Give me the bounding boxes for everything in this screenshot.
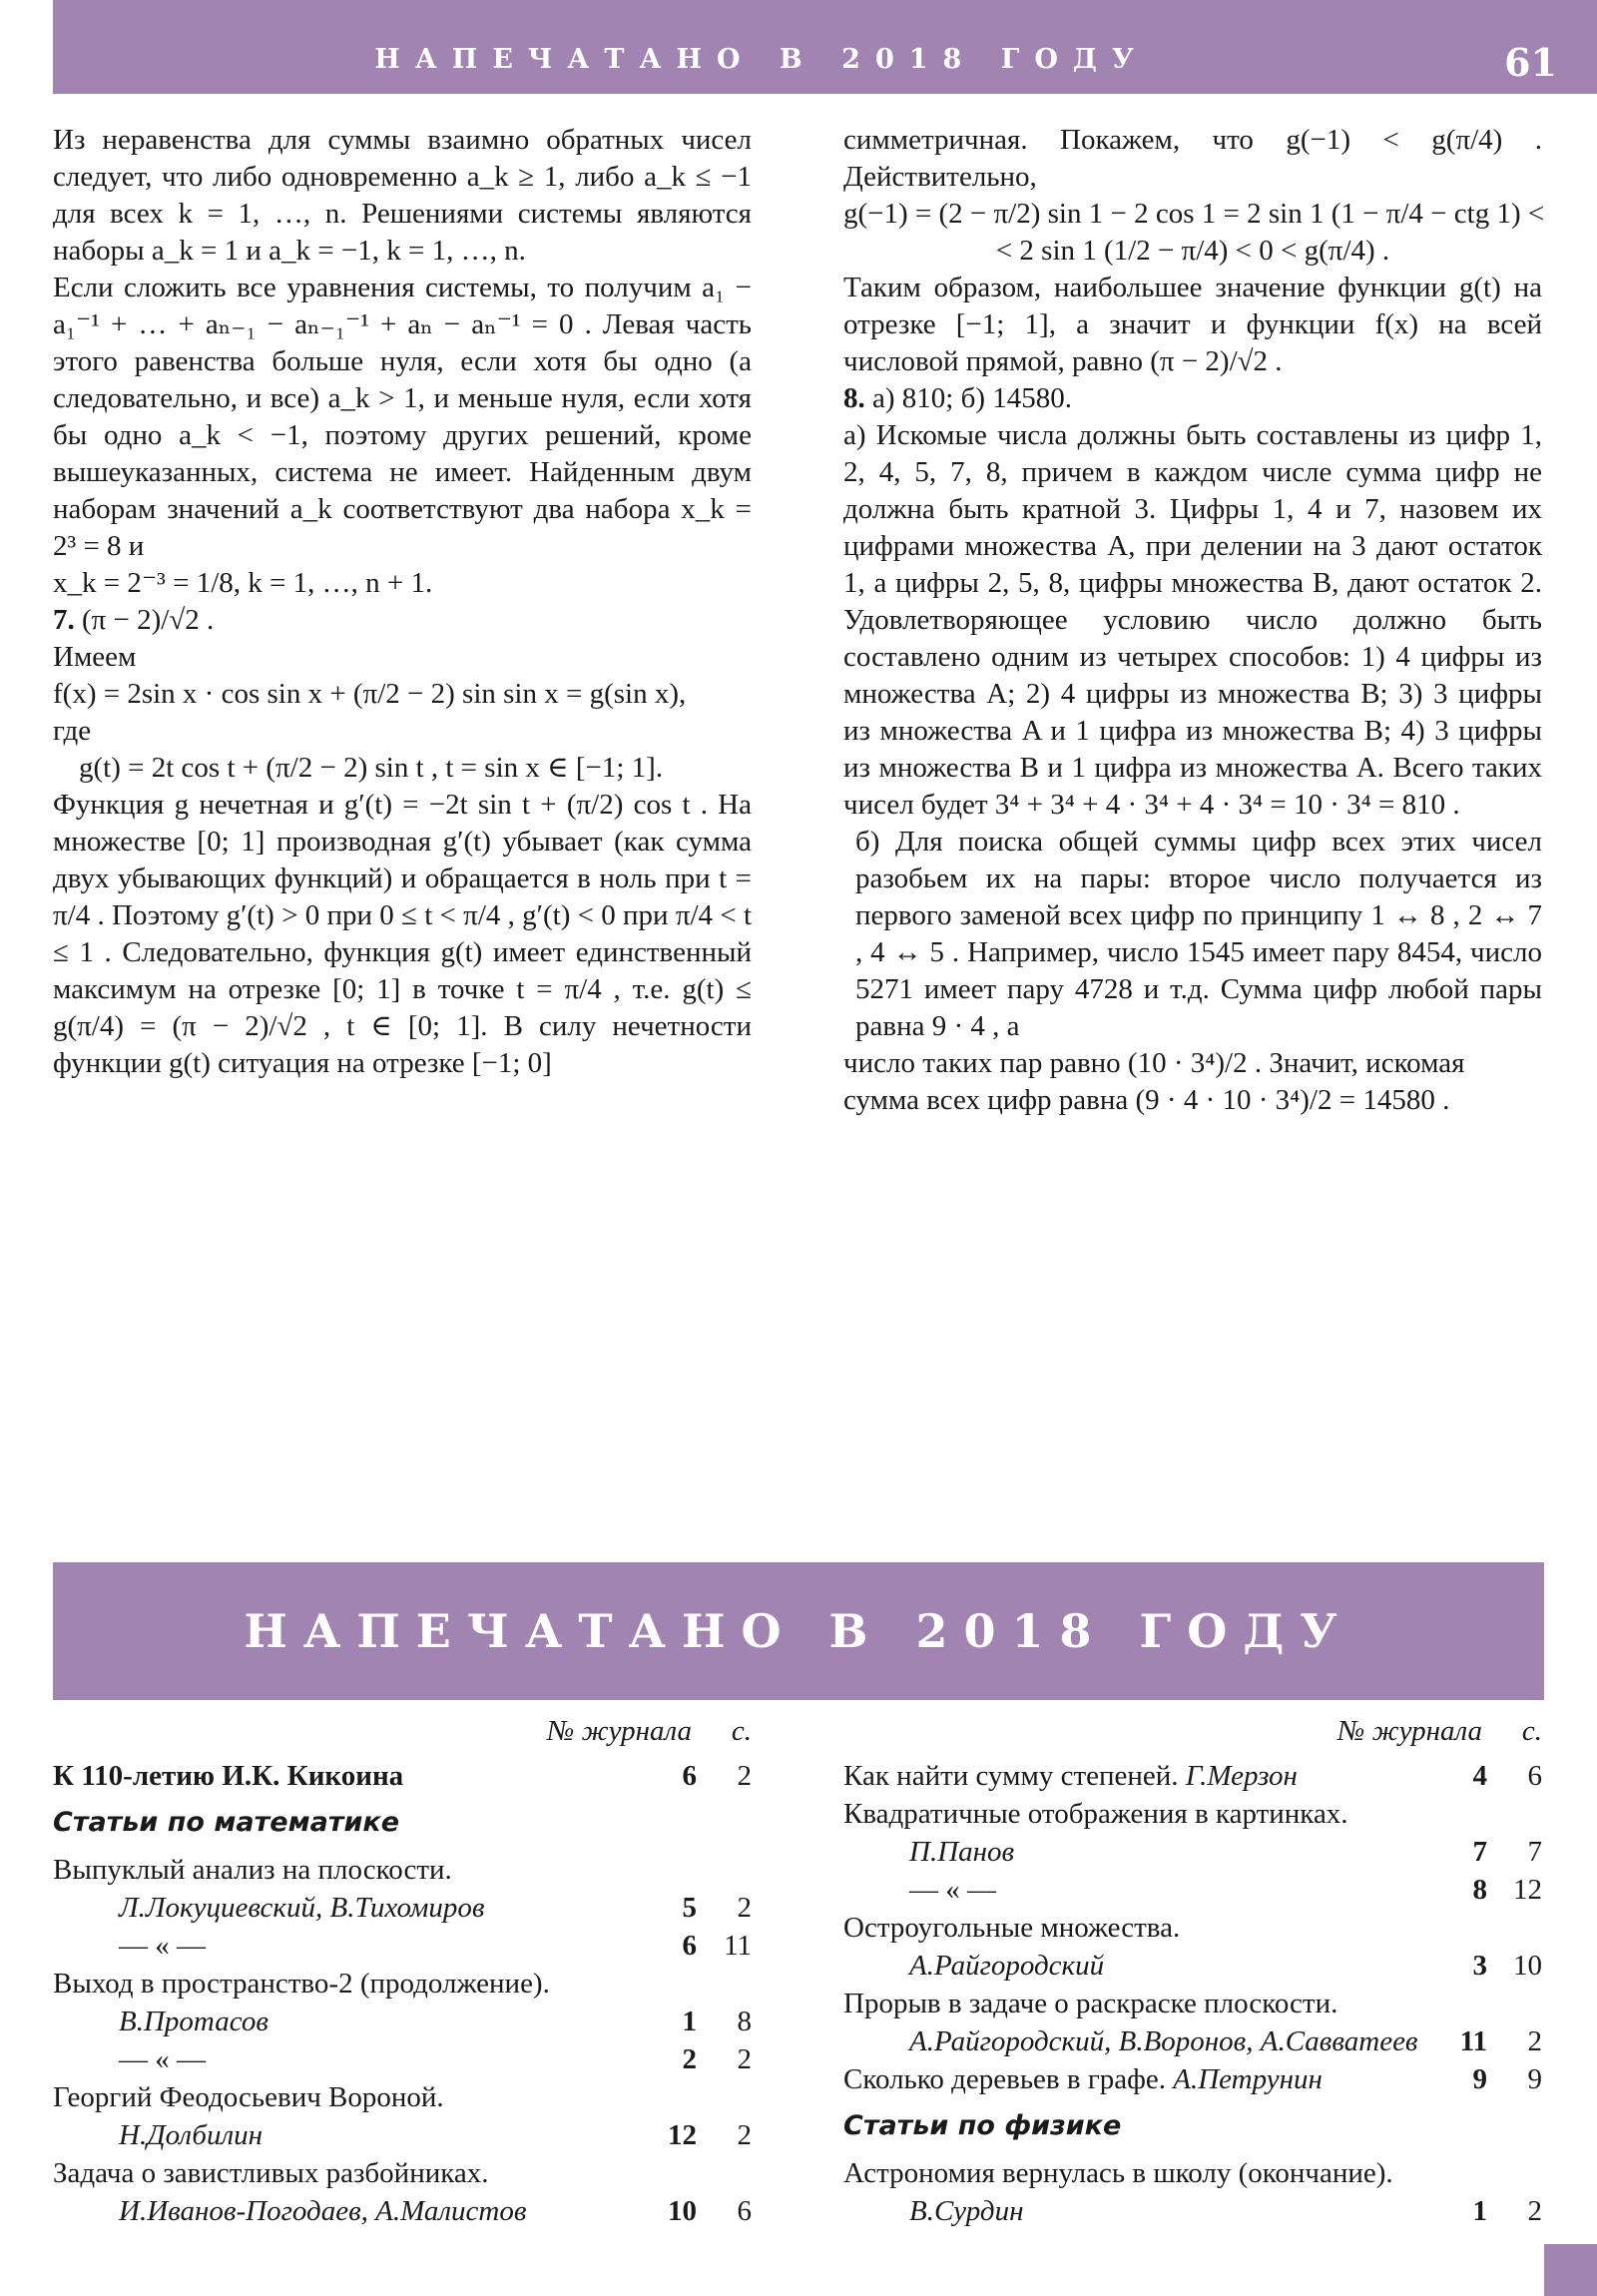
index-entry [843,1757,1298,1795]
paragraph: Имеем [53,641,137,673]
index-row [843,1985,1542,2022]
solutions-left-column [53,122,752,1082]
index-row [53,1851,752,1889]
answer-7 [53,602,752,639]
page-ref: 2 [737,1760,752,1792]
index-entry-title: А.Райгородский, В.Воронов, А.Савватеев [909,2025,1418,2057]
index-entry-title: — « — [119,1930,206,1962]
index-entry-title: В.Протасов [119,2006,268,2037]
index-entry [843,2060,1323,2098]
index-row [53,2040,752,2078]
index-row [53,1927,752,1965]
index-row [843,1757,1542,1795]
index-row [53,2003,752,2040]
page-ref: 8 [737,2006,752,2037]
formula: g(t) = 2t cos t + (π/2 − 2) sin t , t = sin x ∈ [−1; 1]. [79,752,664,784]
index-row [843,2192,1542,2230]
index-row [843,1909,1542,1947]
index-row [843,2060,1542,2098]
index-entry-title: — « — [909,1874,996,1906]
index-left-column [53,1715,752,2230]
page-ref: 2 [737,1892,752,1924]
answer-number: 7. [53,604,75,636]
answer-value: а) 810; б) 14580. [872,382,1072,414]
page-ref: 7 [1527,1836,1542,1868]
answer-value: (π − 2)/√2 . [82,604,215,636]
paragraph: где [53,715,92,747]
index-right-column [843,1715,1542,2230]
section-heading: Статьи по физике [843,2110,1122,2141]
index-row [843,1947,1542,1985]
index-row [53,1965,752,2003]
index-entry-title: Л.Локуциевский, В.Тихомиров [119,1892,485,1924]
column-header-page: с. [1521,1715,1542,1747]
index-entry-title: К 110-летию И.К. Кикоина [53,1760,404,1792]
index-entry-author: Г.Мерзон [1185,1760,1298,1792]
section-banner-title: НАПЕЧАТАНО В 2018 ГОДУ [244,1604,1353,1658]
index-list [843,1757,1542,2230]
issue-number: 6 [682,1760,697,1792]
page-ref: 2 [737,2043,752,2075]
index-entry-title: В.Сурдин [909,2195,1024,2227]
issue-number: 3 [1472,1950,1487,1982]
index-row [843,1833,1542,1871]
page-ref: 11 [724,1930,752,1962]
index-header [843,1715,1542,1757]
index-entry-title: Задача о завистливых разбойниках. [53,2157,489,2189]
corner-tab [1544,2244,1597,2296]
page-ref: 12 [1513,1874,1542,1906]
index-entry-author: А.Петрунин [1173,2063,1323,2095]
page-ref: 2 [737,2119,752,2151]
issue-number: 1 [682,2006,697,2037]
paragraph: б) Для поиска общей суммы цифр всех этих чисел разобьем их на пары: второе число получается из первого заменой всех цифр по принципу 1 ↔ 8 , 2 ↔ 7 , 4 ↔ 5 . Например, число 1545 имеет пару 8454, число 5271 имеет пару 4728 и т.д. Сумма цифр любой пары равна 9 · 4 , а [855,826,1542,1042]
index-entry-title: Астрономия вернулась в школу (окончание). [843,2157,1393,2189]
column-header-page: с. [731,1715,752,1747]
index-row [53,1889,752,1927]
index-row [843,2022,1542,2060]
index-entry-title: А.Райгородский [909,1950,1105,1982]
index-row [843,2154,1542,2192]
index-entry-title: Остроугольные множества. [843,1912,1181,1944]
index-header [53,1715,752,1757]
index-entry-title: — « — [119,2043,206,2075]
page-ref: 6 [737,2195,752,2227]
solutions-right-column [843,122,1545,1119]
page-ref: 6 [1527,1760,1542,1792]
issue-number: 6 [682,1930,697,1962]
index-entry-title: Прорыв в задаче о раскраске плоскости. [843,1988,1338,2019]
paragraph: а) Искомые числа должны быть составлены из цифр 1, 2, 4, 5, 7, 8, причем в каждом числе сумма цифр не должна быть кратной 3. Цифры 1, 4 и 7, назовем их цифрами множества A, при делении на 3 дают остаток 1, а цифры 2, 5, 8, цифры множества B, дают остаток 2. Удовлетворяющее условию число должно быть составлено одним из четырех способов: 1) 4 цифры из множества A; 2) 4 цифры из множества B; 3) 3 цифры из множества A и 1 цифра из множества B; 4) 3 цифры из множества B и 1 цифра из множества A. Всего таких чисел будет 3⁴ + 3⁴ + 4 · 3⁴ + 4 · 3⁴ = 10 · 3⁴ = 810 . [843,419,1542,821]
index-entry-title: Выпуклый анализ на плоскости. [53,1854,452,1886]
index-entry-title: Сколько деревьев в графе. [843,2063,1174,2095]
section-heading: Статьи по математике [53,1807,400,1838]
page-ref: 2 [1527,2025,1542,2057]
index-entry-title: И.Иванов-Погодаев, А.Малистов [119,2195,527,2227]
index-row [53,2154,752,2192]
paragraph: симметричная. Покажем, что g(−1) < g(π/4) . Действительно, [843,124,1542,193]
issue-number: 12 [668,2119,697,2151]
index-entry-title: Георгий Феодосьевич Вороной. [53,2081,444,2113]
paragraph: число таких пар равно (10 · 3⁴)/2 . Значит, искомая [843,1047,1465,1079]
issue-number: 10 [668,2195,697,2227]
paragraph: сумма всех цифр равна (9 · 4 · 10 · 3⁴)/2 = 14580 . [843,1084,1450,1116]
paragraph: Функция g нечетная и g′(t) = −2t sin t + (π/2) cos t . На множестве [0; 1] производная g′(t) убывает (как сумма двух убывающих функций) и обращается в ноль при t = π/4 . Поэтому g′(t) > 0 при 0 ≤ t < π/4 , g′(t) < 0 при π/4 < t ≤ 1 . Следовательно, функция g(t) имеет единственный максимум на отрезке [0; 1] в точке t = π/4 , т.е. g(t) ≤ g(π/4) = (π − 2)/√2 , t ∈ [0; 1]. В силу нечетности функции g(t) ситуация на отрезке [−1; 0] [53,789,752,1079]
issue-number: 11 [1459,2025,1487,2057]
index-row [843,1871,1542,1909]
column-header-issue: № журнала [547,1715,692,1747]
page-ref: 9 [1527,2063,1542,2095]
index-entry-title: Выход в пространство-2 (продолжение). [53,1968,550,2000]
index-row [53,2116,752,2154]
paragraph: Таким образом, наибольшее значение функции g(t) на отрезке [−1; 1], а значит и функции f(x) на всей числовой прямой, равно (π − 2)/√2 . [843,272,1542,377]
formula: f(x) = 2sin x · cos sin x + (π/2 − 2) sin sin x = g(sin x), [53,678,687,710]
issue-number: 2 [682,2043,697,2075]
index-entry-title: П.Панов [909,1836,1015,1868]
index-list [53,1757,752,2230]
running-header-title: НАПЕЧАТАНО В 2018 ГОДУ [374,44,1149,75]
issue-number: 7 [1472,1836,1487,1868]
formula: x_k = 2⁻³ = 1/8, k = 1, …, n + 1. [53,567,433,599]
index-row [53,2192,752,2230]
issue-number: 9 [1472,2063,1487,2095]
paragraph: Если сложить все уравнения системы, то получим a₁ − a₁⁻¹ + … + aₙ₋₁ − aₙ₋₁⁻¹ + aₙ − aₙ⁻¹ = 0 . Левая часть этого равенства больше нуля, если хотя бы одно (а следовательно, и все) a_k > 1, и меньше нуля, если хотя бы одно a_k < −1, поэтому других решений, кроме вышеуказанных, система не имеет. Найденным двум наборам значений a_k соответствуют два набора x_k = 2³ = 8 и [53,272,752,562]
issue-number: 5 [682,1892,697,1924]
index-row [53,2078,752,2116]
issue-number: 8 [1472,1874,1487,1906]
issue-number: 4 [1472,1760,1487,1792]
page-ref: 2 [1527,2195,1542,2227]
paragraph: Из неравенства для суммы взаимно обратных чисел следует, что либо одновременно a_k ≥ 1, либо a_k ≤ −1 для всех k = 1, …, n. Решениями системы являются наборы a_k = 1 и a_k = −1, k = 1, …, n. [53,124,752,267]
index-row [843,1795,1542,1833]
page-ref: 10 [1513,1950,1542,1982]
index-row [53,1757,752,1795]
index-entry-title: Как найти сумму степеней. [843,1760,1186,1792]
column-header-issue: № журнала [1337,1715,1482,1747]
answer-8 [843,380,1542,417]
section-banner [53,1562,1544,1700]
running-header [53,0,1597,94]
formula: < 2 sin 1 (1/2 − π/4) < 0 < g(π/4) . [995,235,1390,267]
issue-number: 1 [1472,2195,1487,2227]
formula: g(−1) = (2 − π/2) sin 1 − 2 cos 1 = 2 sin 1 (1 − π/4 − ctg 1) < [843,198,1545,230]
answer-number: 8. [843,382,865,414]
page-number: 61 [1504,40,1557,85]
index-entry-title: Квадратичные отображения в картинках. [843,1798,1348,1830]
index-entry-title: Н.Долбилин [119,2119,264,2151]
